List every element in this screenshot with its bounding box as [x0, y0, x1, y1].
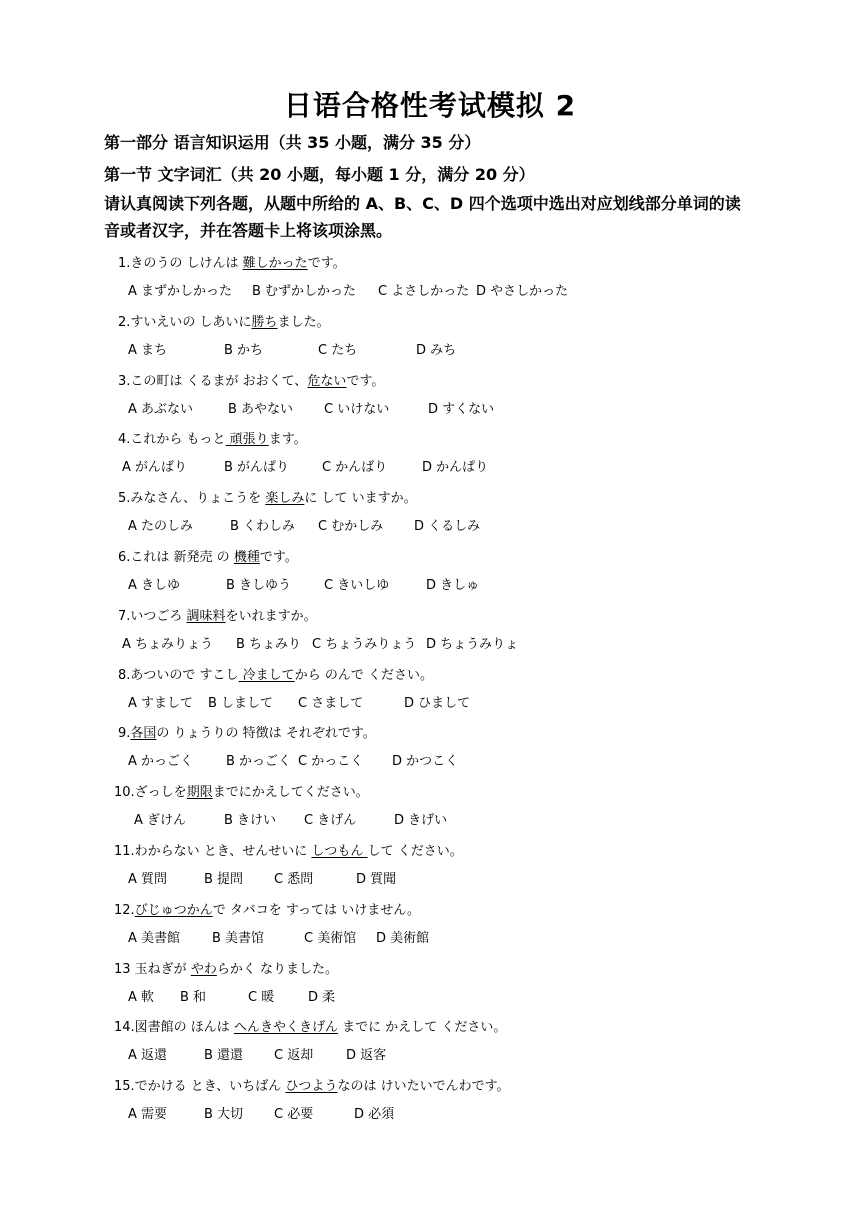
underlined-word: しつもん	[311, 844, 368, 859]
answer-option: A ぎけん	[134, 813, 187, 828]
answer-option: C きいしゆ	[324, 578, 390, 593]
question-text: ました。	[277, 315, 330, 330]
answer-option: C ちょうみりょう	[312, 637, 417, 652]
question-stem	[118, 487, 417, 506]
question-text: 14.図書館の ほんは	[114, 1020, 234, 1035]
underlined-word: ひつよう	[285, 1079, 338, 1094]
answer-option: B かっごく	[226, 754, 292, 769]
answer-option: C 返却	[274, 1048, 314, 1063]
underlined-word: 期限	[186, 785, 213, 800]
answer-option: D すくない	[428, 402, 495, 417]
question-text: 9.	[118, 726, 131, 741]
answer-option: B しまして	[208, 696, 274, 711]
answer-option: D 質聞	[356, 872, 397, 887]
question-stem	[118, 722, 376, 741]
underlined-word: 各国	[130, 726, 157, 741]
underlined-word: 調味料	[186, 609, 226, 624]
question-text: ます。	[268, 432, 307, 447]
answer-option: C 必要	[274, 1107, 314, 1122]
underlined-word: 機種	[233, 550, 260, 565]
answer-option: D かんぱり	[422, 460, 489, 475]
answer-option: B がんぱり	[224, 460, 290, 475]
question-text: で タバコを すっては いけません。	[212, 903, 420, 918]
underlined-word: 勝ち	[251, 315, 278, 330]
answer-option: D ちょうみりょ	[426, 637, 519, 652]
question-text: 3.この町は くるまが おおくて、	[118, 374, 308, 389]
answer-option: C むかしみ	[318, 519, 384, 534]
underlined-word: 楽しみ	[265, 491, 305, 506]
answer-option: B 美書馆	[212, 931, 265, 946]
answer-option: B きしゆう	[226, 578, 292, 593]
underlined-word: 頑張り	[225, 432, 269, 447]
instruction-text: 请认真阅读下列各题，从题中所给的 A、B、C、D 四个选项中选出对应划线部分单词的读音或者汉字，并在答题卡上将该项涂黑。	[104, 194, 741, 240]
answer-option: A ちょみりょう	[122, 637, 214, 652]
question-text: 6.これは 新発売 の	[118, 550, 234, 565]
answer-option: A 返還	[128, 1048, 168, 1063]
answer-option: C かっこく	[298, 754, 364, 769]
underlined-word: 冷まして	[238, 668, 295, 683]
answer-option: A あぶない	[128, 402, 194, 417]
question-text: 5.みなさん、りょこうを	[118, 491, 266, 506]
question-stem	[118, 428, 307, 447]
question-text: 13 玉ねぎが	[114, 962, 191, 977]
question-stem	[118, 370, 384, 389]
answer-option: B きけい	[224, 813, 277, 828]
answer-option: C 暖	[248, 990, 275, 1005]
question-text: 1.きのうの しけんは	[118, 256, 243, 271]
answer-option: D 美術館	[376, 931, 430, 946]
answer-option: B かち	[224, 343, 264, 358]
answer-option: D 必須	[354, 1107, 395, 1122]
question-stem	[118, 252, 346, 271]
answer-option: C 悉問	[274, 872, 314, 887]
answer-option: A がんばり	[122, 460, 188, 475]
answer-option: B 還還	[204, 1048, 244, 1063]
question-text: 4.これから もっと	[118, 432, 226, 447]
question-text: 2.すいえいの しあいに	[118, 315, 252, 330]
answer-option: C いけない	[324, 402, 390, 417]
question-text: 12.	[114, 903, 135, 918]
question-stem	[114, 899, 420, 918]
question-text: までにかえしてください。	[212, 785, 369, 800]
exam-title: 日语合格性考试模拟 2	[283, 89, 577, 122]
question-text: です。	[259, 550, 298, 565]
question-text: 8.あついので すこし	[118, 668, 239, 683]
answer-option: C きげん	[304, 813, 357, 828]
answer-option: A かっごく	[128, 754, 194, 769]
answer-option: C さまして	[298, 696, 364, 711]
answer-option: D きしゅ	[426, 578, 480, 593]
answer-option: B むずかしかった	[252, 284, 357, 299]
question-text: 15.でかける とき、いちばん	[114, 1079, 286, 1094]
question-stem	[118, 664, 433, 683]
answer-option: A 軟	[128, 990, 155, 1005]
answer-option: A たのしみ	[128, 519, 194, 534]
answer-option: B 和	[180, 990, 207, 1005]
question-text: から のんで ください。	[294, 668, 433, 683]
answer-option: D ひまして	[404, 696, 471, 711]
question-text: して ください。	[367, 844, 463, 859]
question-text: 7.いつごろ	[118, 609, 187, 624]
answer-option: B ちょみり	[236, 637, 302, 652]
subsection-heading: 第一节 文字词汇（共 20 小题，每小题 1 分，满分 20 分）	[104, 165, 535, 184]
question-stem	[114, 1016, 506, 1035]
answer-option: C たち	[318, 343, 358, 358]
question-text: をいれますか。	[225, 609, 317, 624]
underlined-word: 難しかった	[242, 256, 308, 271]
underlined-word: 危ない	[307, 374, 347, 389]
question-stem	[118, 605, 317, 624]
answer-option: D 返客	[346, 1048, 387, 1063]
question-text: の りょうりの 特徴は それぞれです。	[156, 726, 376, 741]
answer-option: C よさしかった	[378, 284, 470, 299]
question-text: なのは けいたいでんわです。	[337, 1079, 510, 1094]
underlined-word: びじゅつかん	[134, 903, 213, 918]
answer-option: D 柔	[308, 990, 336, 1005]
question-stem	[114, 1075, 510, 1094]
answer-option: D かつこく	[392, 754, 459, 769]
underlined-word: やわ	[190, 962, 217, 977]
answer-option: D みち	[416, 343, 457, 358]
answer-option: C かんばり	[322, 460, 388, 475]
question-stem	[118, 546, 298, 565]
answer-option: D きげい	[394, 813, 448, 828]
answer-option: A まずかしかった	[128, 284, 233, 299]
question-text: らかく なりました。	[216, 962, 338, 977]
question-stem	[114, 840, 463, 859]
answer-option: A まち	[128, 343, 168, 358]
answer-option: A すまして	[128, 696, 194, 711]
question-text: です。	[346, 374, 385, 389]
answer-option: B 大切	[204, 1107, 244, 1122]
answer-option: A 質問	[128, 872, 168, 887]
answer-option: C 美術馆	[304, 931, 357, 946]
answer-option: B 提問	[204, 872, 244, 887]
answer-option: B くわしみ	[230, 519, 296, 534]
underlined-word: へんきやくきげん	[233, 1020, 338, 1035]
section-heading: 第一部分 语言知识运用（共 35 小题，满分 35 分）	[104, 133, 481, 152]
question-stem	[118, 311, 330, 330]
question-stem	[114, 781, 369, 800]
question-text: です。	[307, 256, 346, 271]
question-text: までに かえして ください。	[337, 1020, 507, 1035]
question-text: 11.わからない とき、せんせいに	[114, 844, 312, 859]
answer-option: A きしゆ	[128, 578, 181, 593]
question-text: に して いますか。	[304, 491, 417, 506]
answer-option: A 美書館	[128, 931, 181, 946]
question-text: 10.ざっしを	[114, 785, 187, 800]
answer-option: D くるしみ	[414, 519, 481, 534]
answer-option: B あやない	[228, 402, 294, 417]
answer-option: A 需要	[128, 1107, 168, 1122]
question-stem	[114, 958, 338, 977]
answer-option: D やさしかった	[476, 284, 569, 299]
